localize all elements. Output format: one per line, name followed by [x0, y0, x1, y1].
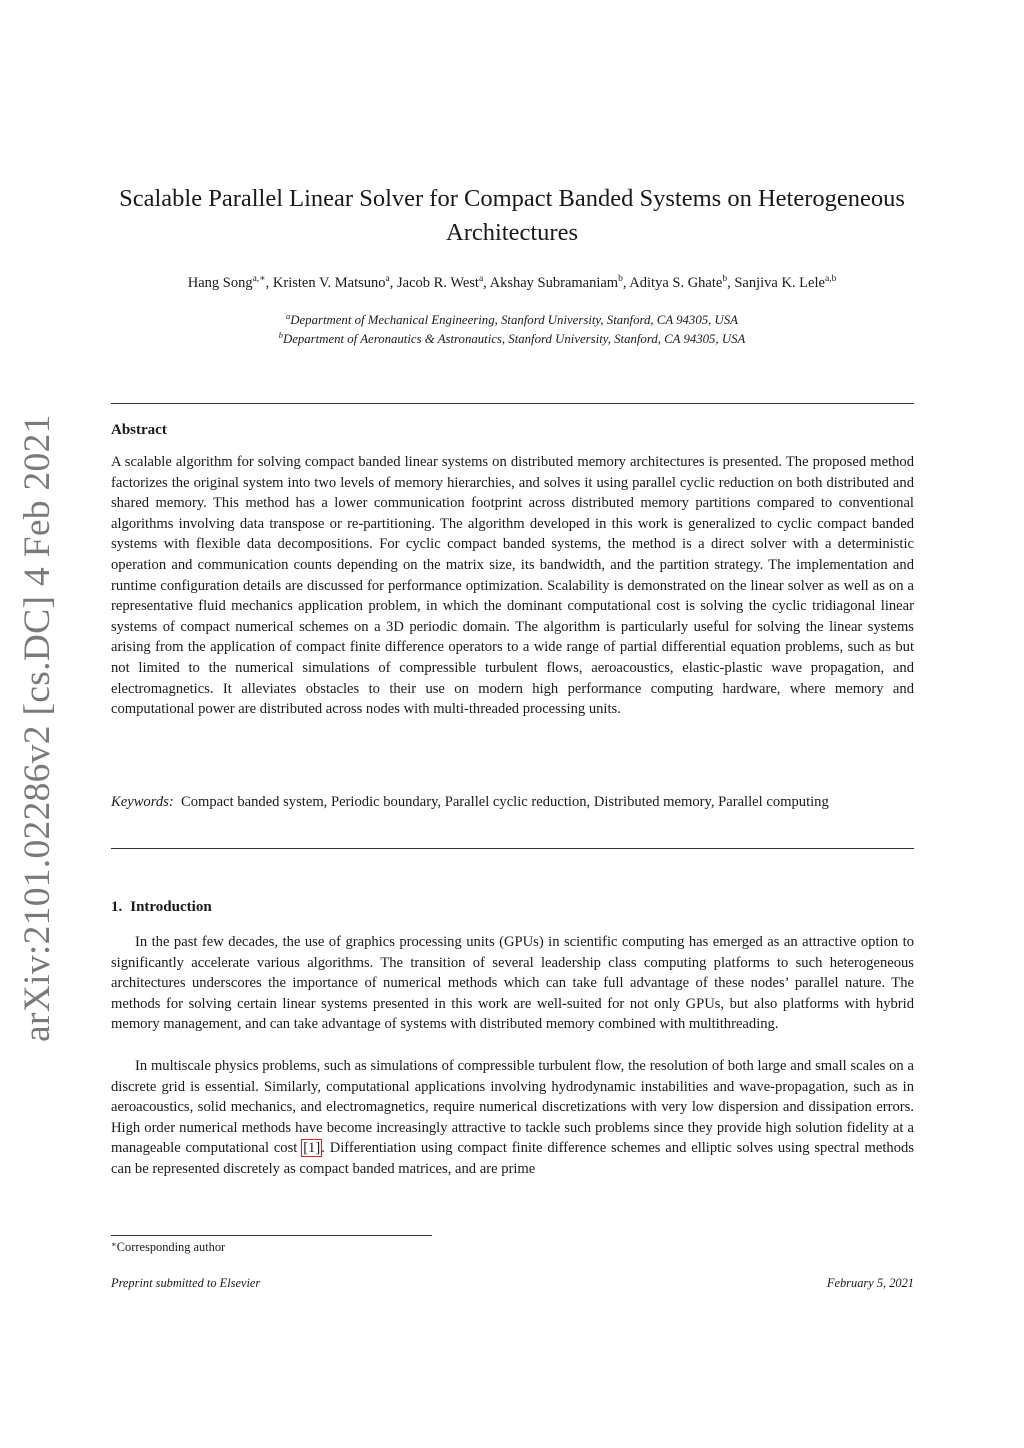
intro-paragraph-2-start: In multiscale physics problems, such as simulations of compressible turbulent flow, the resolution of both large and small scales on a discrete grid is essential. Similarly, computational applications involving hydrodynamic instabilities and wave-propagation, such as in aeroacoustics, solid mechanics, and electromagnetics, require numerical discretizations with very low dispersion and dissipation errors. High order numerical methods have become increasingly attractive to tackle such problems since they provide high solution fidelity at a manageable computational cost [111, 1058, 914, 1157]
footnote [111, 1238, 225, 1256]
section-heading-introduction [111, 897, 212, 917]
affiliation-b [112, 330, 912, 349]
affiliations [112, 311, 912, 349]
affiliation-a [112, 311, 912, 330]
author-1-name: Hang Song [187, 275, 253, 291]
author-5-name: Aditya S. Ghate [629, 275, 723, 291]
author-6-marks: a,b [824, 274, 837, 284]
author-3-name: Jacob R. West [397, 275, 479, 291]
author-list: Hang Song$^{a,∗}$, Kristen V. Matsuno$^a$, Jacob R. West$^a$, Akshay Subramaniam$^b$, Aditya S. Ghate$^b$, Sanjiva K. Lele$^{a,b}$ [187, 274, 837, 291]
abstract-bottom-rule [111, 848, 914, 849]
author-1-marks: a,∗ [252, 274, 266, 284]
keywords-label: Keywords: [111, 794, 174, 810]
footer-preprint-note: Preprint submitted to Elsevier [111, 1276, 261, 1290]
abstract-text: A scalable algorithm for solving compact banded linear systems on distributed memory architectures is presented. The proposed method factorizes the original system into two levels of memory hierarchies, and solves it using parallel cyclic reduction on both distributed and shared memory. This method has a lower communication footprint across distributed memory partitions compared to conventional algorithms involving data transpose or re-partitioning. The algorithm developed in this work is generalized to cyclic compact banded systems with flexible data decompositions. For cyclic compact banded systems, the method is a direct solver with a deterministic operation and communication counts depending on the matrix size, its bandwidth, and the partition strategy. The implementation and runtime configuration details are discussed for performance optimization. Scalability is demonstrated on the linear solver as well as on a representative fluid mechanics application problem, in which the dominant computational cost is solving the cyclic tridiagonal linear systems of compact numerical schemes on a 3D periodic domain. The algorithm is particularly useful for solving the linear systems arising from the application of compact finite difference operators to a wide range of partial differential equation problems, such as but not limited to the numerical simulations of compressible turbulent flows, aeroacoustics, elastic-plastic wave propagation, and electromagnetics. It alleviates obstacles to their use on modern high performance computing hardware, where memory and computational power are distributed across nodes with multi-threaded processing units. [111, 454, 914, 718]
author-2-marks: a [385, 274, 390, 284]
author-5-marks: b [722, 274, 728, 284]
author-3-marks: a [478, 274, 484, 284]
paper-title: Scalable Parallel Linear Solver for Compact Banded Systems on Heterogeneous Architectures [119, 185, 905, 246]
section-number: 1. [111, 899, 123, 915]
footnote-text: Corresponding author [116, 1240, 226, 1254]
intro-paragraph-2-end: . Differentiation using compact finite difference schemes and elliptic solves using spectral methods can be represented discretely as compact banded matrices, and are prime [111, 1140, 915, 1177]
author-2-name: Kristen V. Matsuno [272, 275, 386, 291]
section-title: Introduction [130, 899, 212, 915]
author-4-marks: b [618, 274, 623, 284]
intro-paragraph-2 [111, 1056, 914, 1180]
author-6-name: Sanjiva K. Lele [734, 275, 825, 291]
intro-paragraph-1: In the past few decades, the use of graphics processing units (GPUs) in scientific computing has emerged as an attractive option to significantly accelerate various algorithms. The transition of several leadership class computing platforms to such heterogeneous architectures underscores the importance of numerical methods which can take full advantage of these nodes’ parallel nature. The methods for solving certain linear systems presented in this work are well-suited for not only GPUs, but also platforms with hybrid memory management, and can take advantage of systems with distributed memory combined with multithreading. [111, 934, 914, 1033]
arxiv-identifier-stamp: arXiv:2101.02286v2 [cs.DC] 4 Feb 2021 [17, 414, 58, 1042]
keywords [111, 792, 914, 813]
abstract-heading: Abstract [111, 422, 167, 438]
affiliation-b-text: Department of Aeronautics & Astronautics, Stanford University, Stanford, CA 94305, USA [282, 332, 746, 346]
footnote-mark: ∗ [111, 1239, 117, 1249]
affiliation-a-mark: a [286, 311, 291, 321]
keywords-text: Compact banded system, Periodic boundary, Parallel cyclic reduction, Distributed memory, Parallel computing [181, 794, 829, 810]
footnote-rule [111, 1235, 432, 1236]
author-4-name: Akshay Subramaniam [489, 275, 619, 291]
affiliation-b-mark: b [278, 330, 283, 340]
affiliation-a-text: Department of Mechanical Engineering, Stanford University, Stanford, CA 94305, USA [290, 313, 738, 327]
citation-link[interactable]: [1] [303, 1140, 321, 1157]
footer-date: February 5, 2021 [826, 1276, 914, 1290]
abstract-top-rule [111, 403, 914, 404]
